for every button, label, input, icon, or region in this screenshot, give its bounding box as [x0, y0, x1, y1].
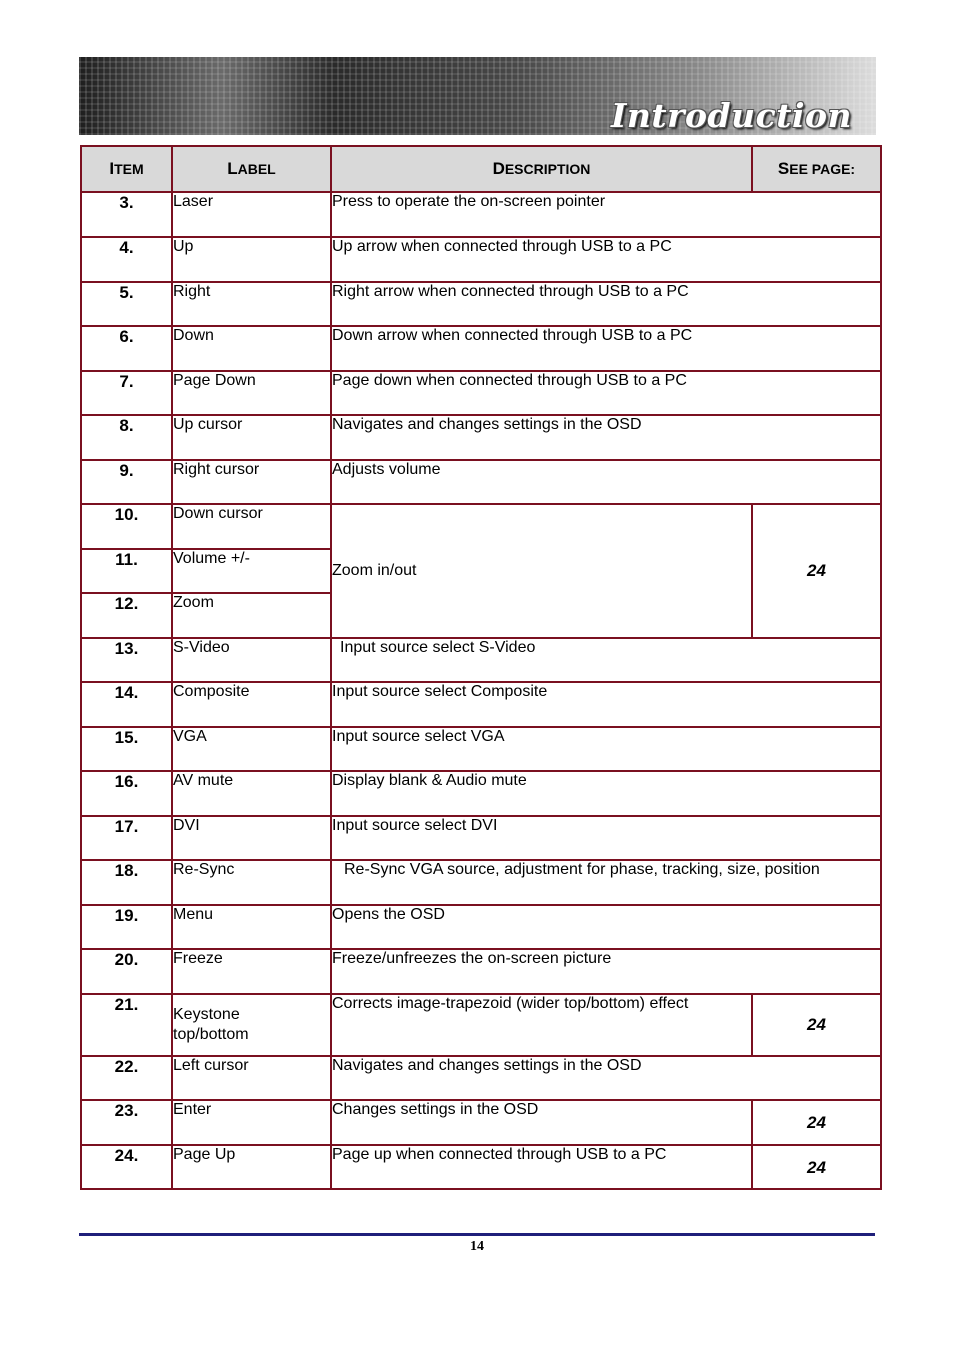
button-description: Input source select DVI: [331, 816, 881, 860]
item-number: 19.: [81, 905, 172, 949]
header-see-page: SEE PAGE:: [752, 146, 881, 192]
table-row: [81, 1145, 881, 1189]
table-row: [81, 1100, 881, 1145]
button-label: Laser: [172, 192, 331, 237]
button-label-line: Keystone: [173, 1006, 240, 1023]
button-description: Navigates and changes settings in the OSD: [331, 415, 881, 460]
button-description: Page up when connected through USB to a PC: [331, 1145, 752, 1189]
item-number: 18.: [81, 860, 172, 905]
table-row: [81, 371, 881, 415]
button-description: Changes settings in the OSD: [331, 1100, 752, 1145]
button-label: Up: [172, 237, 331, 282]
item-number: 8.: [81, 415, 172, 460]
button-description: Press to operate the on-screen pointer: [331, 192, 881, 237]
button-description: Right arrow when connected through USB to a PC: [331, 282, 881, 326]
button-description: Adjusts volume: [331, 460, 881, 504]
button-label: Volume +/-: [172, 549, 331, 593]
see-page-number: 24: [752, 504, 881, 638]
item-number: 15.: [81, 727, 172, 771]
button-label: Re-Sync: [172, 860, 331, 905]
remote-controls-table: [80, 145, 882, 1190]
table-row: [81, 994, 881, 1056]
button-label: Down: [172, 326, 331, 371]
item-number: 6.: [81, 326, 172, 371]
button-label: Composite: [172, 682, 331, 727]
button-label: Left cursor: [172, 1056, 331, 1100]
button-label: S-Video: [172, 638, 331, 682]
button-label: Page Down: [172, 371, 331, 415]
header-item: ITEM: [81, 146, 172, 192]
item-number: 20.: [81, 949, 172, 994]
button-label: Page Up: [172, 1145, 331, 1189]
button-description: Page down when connected through USB to a PC: [331, 371, 881, 415]
table-row: [81, 1056, 881, 1100]
table-row: [81, 638, 881, 682]
item-number: 9.: [81, 460, 172, 504]
button-label-line: top/bottom: [173, 1026, 249, 1043]
button-label: [172, 994, 331, 1056]
table-row: [81, 192, 881, 237]
table-row: [81, 771, 881, 816]
table-row: [81, 504, 881, 549]
table-row: [81, 949, 881, 994]
item-number: 4.: [81, 237, 172, 282]
header-description: DESCRIPTION: [331, 146, 752, 192]
see-page-number: 24: [752, 994, 881, 1056]
table-row: [81, 816, 881, 860]
table-row: [81, 326, 881, 371]
item-number: 17.: [81, 816, 172, 860]
item-number: 7.: [81, 371, 172, 415]
see-page-number: 24: [752, 1100, 881, 1145]
item-number: 11.: [81, 549, 172, 593]
table-row: [81, 460, 881, 504]
item-number: 24.: [81, 1145, 172, 1189]
button-label: Freeze: [172, 949, 331, 994]
item-number: 14.: [81, 682, 172, 727]
item-number: 12.: [81, 593, 172, 638]
button-description: Input source select VGA: [331, 727, 881, 771]
item-number: 22.: [81, 1056, 172, 1100]
item-number: 3.: [81, 192, 172, 237]
item-number: 23.: [81, 1100, 172, 1145]
button-description: Down arrow when connected through USB to a PC: [331, 326, 881, 371]
button-description: Opens the OSD: [331, 905, 881, 949]
button-label: Right cursor: [172, 460, 331, 504]
button-description: Input source select S-Video: [331, 638, 881, 682]
button-label: Right: [172, 282, 331, 326]
button-description: Zoom in/out: [331, 504, 752, 638]
header-label: LABEL: [172, 146, 331, 192]
button-description: Navigates and changes settings in the OSD: [331, 1056, 881, 1100]
button-label: Zoom: [172, 593, 331, 638]
table-row: [81, 282, 881, 326]
item-number: 13.: [81, 638, 172, 682]
item-number: 5.: [81, 282, 172, 326]
button-description: Freeze/unfreezes the on-screen picture: [331, 949, 881, 994]
button-label: VGA: [172, 727, 331, 771]
footer-rule: [79, 1233, 875, 1236]
button-label: DVI: [172, 816, 331, 860]
button-description: Re-Sync VGA source, adjustment for phase, tracking, size, position: [331, 860, 881, 905]
item-number: 10.: [81, 504, 172, 549]
table-row: [81, 682, 881, 727]
table-row: [81, 237, 881, 282]
table-row: [81, 727, 881, 771]
button-label: Down cursor: [172, 504, 331, 549]
button-label: Enter: [172, 1100, 331, 1145]
button-description: Corrects image-trapezoid (wider top/bottom) effect: [331, 994, 752, 1056]
section-title: Introduction: [610, 96, 852, 135]
table-row: [81, 415, 881, 460]
item-number: 16.: [81, 771, 172, 816]
button-label: Up cursor: [172, 415, 331, 460]
table-row: [81, 860, 881, 905]
button-label: Menu: [172, 905, 331, 949]
button-description: Display blank & Audio mute: [331, 771, 881, 816]
item-number: 21.: [81, 994, 172, 1056]
button-label: AV mute: [172, 771, 331, 816]
button-description: Input source select Composite: [331, 682, 881, 727]
button-description: Up arrow when connected through USB to a PC: [331, 237, 881, 282]
section-banner: [79, 57, 876, 135]
see-page-number: 24: [752, 1145, 881, 1189]
page-number: 14: [470, 1239, 484, 1254]
table-header-row: [81, 146, 881, 192]
table-row: [81, 905, 881, 949]
